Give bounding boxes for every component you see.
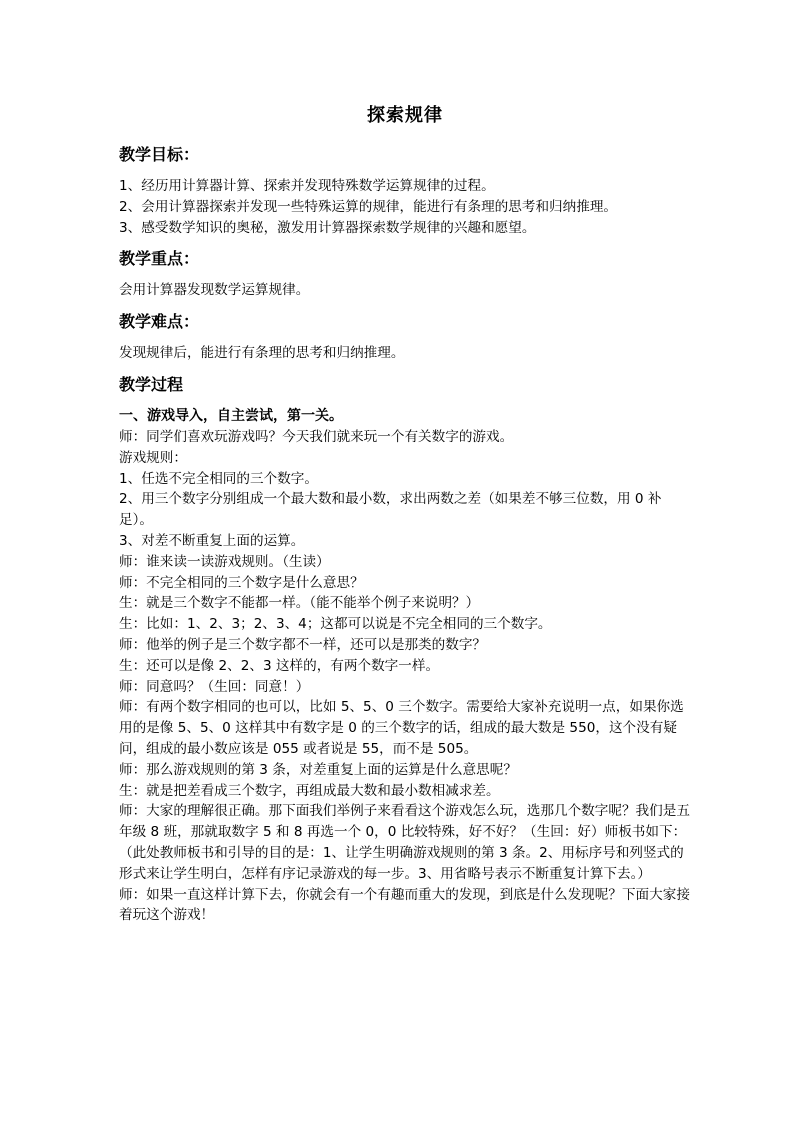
page-title: 探索规律 [367,105,443,126]
process-line: 师：如果一直这样计算下去，你就会有一个有趣而重大的发现，到底是什么发现呢？下面大家接着玩这个游戏！ [119,886,690,924]
process-line: 生：就是三个数字不能都一样。（能不能举个例子来说明？） [119,595,480,612]
process-line: 师：他举的例子是三个数字都不一样，还可以是那类的数字？ [119,636,487,653]
process-line: 游戏规则： [119,449,187,466]
document-body [119,101,691,926]
process-line: 生：比如：1、2、3；2、3、4；这都可以说是不完全相同的三个数字。 [119,616,552,633]
process-subheading: 一、游戏导入，自主尝试，第一关。 [119,407,343,424]
process-line: 师：谁来读一读游戏规则。（生读） [119,553,330,570]
process-line: 师：不完全相同的三个数字是什么意思？ [119,574,364,591]
process-line: 师：有两个数字相同的也可以，比如 5、5、0 三个数字。需要给大家补充说明一点，如果你选用的是像 5、5、0 这样其中有数字是 0 的三个数字的话，组成的最大数是 550，这个没有疑问，组成的最小数应该是 055 或者说是 55，而不是 505。 [119,699,684,757]
process-line: 生：还可以是像 2、2、3 这样的，有两个数字一样。 [119,657,440,674]
process-line: 生：就是把差看成三个数字，再组成最大数和最小数相减求差。 [119,782,500,799]
goal-item: 2、会用计算器探索并发现一些特殊运算的规律，能进行有条理的思考和归纳推理。 [119,198,618,215]
process-line: 3、对差不断重复上面的运算。 [119,532,305,549]
process-line: 师：那么游戏规则的第 3 条，对差重复上面的运算是什么意思呢？ [119,761,517,778]
process-line: 2、用三个数字分别组成一个最大数和最小数，求出两数之差（如果差不够三位数，用 0 补足）。 [119,491,662,529]
goals-heading: 教学目标： [119,145,200,164]
process-line: 师：大家的理解很正确。那下面我们举例子来看看这个游戏怎么玩，选那几个数字呢？我们是五年级 8 班，那就取数字 5 和 8 再选一个 0，0 比较特殊，好不好？（生回：好）师板书如下： [119,803,690,841]
process-line: 师：同学们喜欢玩游戏吗？今天我们就来玩一个有关数字的游戏。 [119,428,514,445]
difficult-point-text: 发现规律后，能进行有条理的思考和归纳推理。 [119,345,405,362]
process-line: （此处教师板书和引导的目的是：1、让学生明确游戏规则的第 3 条。2、用标序号和列竖式的形式来让学生明白，怎样有序记录游戏的每一步。3、用省略号表示不断重复计算下去。） [119,844,684,882]
process-line: 师：同意吗？（生回：同意！） [119,678,310,695]
difficult-point-heading: 教学难点： [119,312,200,332]
process-line: 1、任选不完全相同的三个数字。 [119,470,318,487]
key-point-text: 会用计算器发现数学运算规律。 [119,282,310,299]
key-point-heading: 教学重点： [119,249,200,269]
goal-item: 3、感受数学知识的奥秘，激发用计算器探索数学规律的兴趣和愿望。 [119,219,536,236]
process-heading: 教学过程 [119,374,184,394]
goal-item: 1、经历用计算器计算、探索并发现特殊数学运算规律的过程。 [119,178,495,194]
